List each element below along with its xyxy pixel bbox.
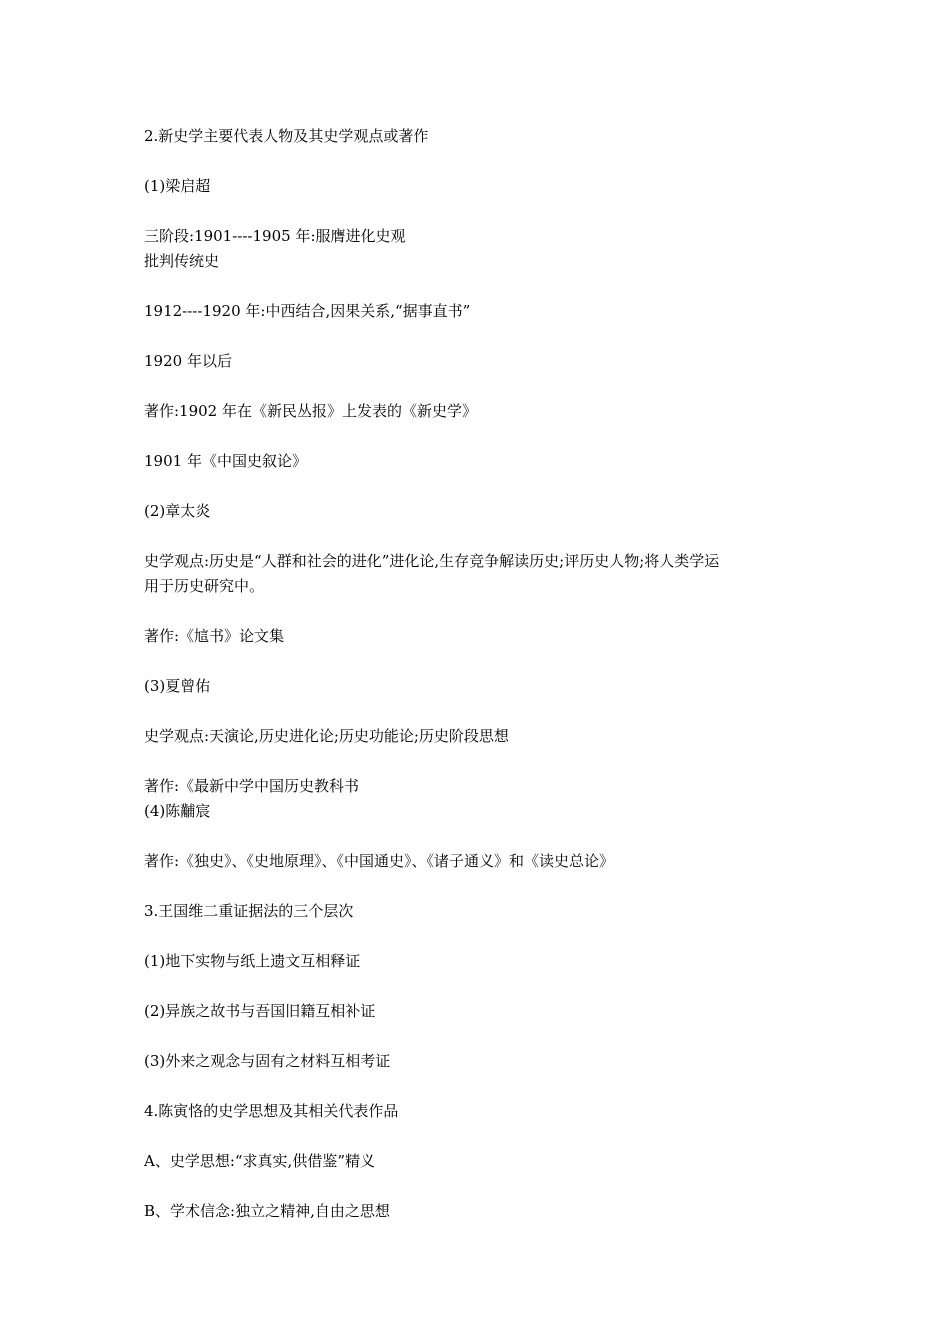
paragraph-line: 1912----1920 年:中西结合,因果关系,“据事直书” bbox=[144, 302, 471, 320]
paragraph-line: 三阶段:1901----1905 年:服膺进化史观 bbox=[144, 227, 406, 245]
item-heading-zhang-taiyan: (2)章太炎 bbox=[144, 502, 211, 520]
paragraph-line: 史学观点:历史是“人群和社会的进化”进化论,生存竞争解读历史;评历史人物;将人类学运 bbox=[144, 552, 720, 570]
list-item: A、史学思想:“求真实,供借鉴”精义 bbox=[144, 1152, 375, 1170]
section-heading-chen-yinke: 4.陈寅恪的史学思想及其相关代表作品 bbox=[144, 1102, 399, 1120]
paragraph-line: 用于历史研究中。 bbox=[144, 577, 265, 595]
paragraph-line: 史学观点:天演论,历史进化论;历史功能论;历史阶段思想 bbox=[144, 727, 509, 745]
paragraph-line: 著作:《最新中学中国历史教科书 bbox=[144, 777, 360, 795]
paragraph-line: 批判传统史 bbox=[144, 252, 220, 270]
list-item: B、学术信念:独立之精神,自由之思想 bbox=[144, 1202, 390, 1220]
paragraph-line: 1920 年以后 bbox=[144, 352, 232, 370]
item-heading-chen-fuchen: (4)陈黼宸 bbox=[144, 802, 211, 820]
list-item: (3)外来之观念与固有之材料互相考证 bbox=[144, 1052, 391, 1070]
list-item: (1)地下实物与纸上遗文互相释证 bbox=[144, 952, 361, 970]
paragraph-line: 著作:《独史》、《史地原理》、《中国通史》、《诸子通义》和《读史总论》 bbox=[144, 852, 615, 870]
list-item: (2)异族之故书与吾国旧籍互相补证 bbox=[144, 1002, 376, 1020]
paragraph-line: 著作:1902 年在《新民丛报》上发表的《新史学》 bbox=[144, 402, 477, 420]
item-heading-xia-zengyou: (3)夏曾佑 bbox=[144, 677, 211, 695]
paragraph-line: 1901 年《中国史叙论》 bbox=[144, 452, 307, 470]
section-heading-wang-guowei: 3.王国维二重证据法的三个层次 bbox=[144, 902, 354, 920]
item-heading-liang-qichao: (1)梁启超 bbox=[144, 177, 211, 195]
section-heading-new-history: 2.新史学主要代表人物及其史学观点或著作 bbox=[144, 127, 429, 145]
paragraph-line: 著作:《訄书》论文集 bbox=[144, 627, 285, 645]
